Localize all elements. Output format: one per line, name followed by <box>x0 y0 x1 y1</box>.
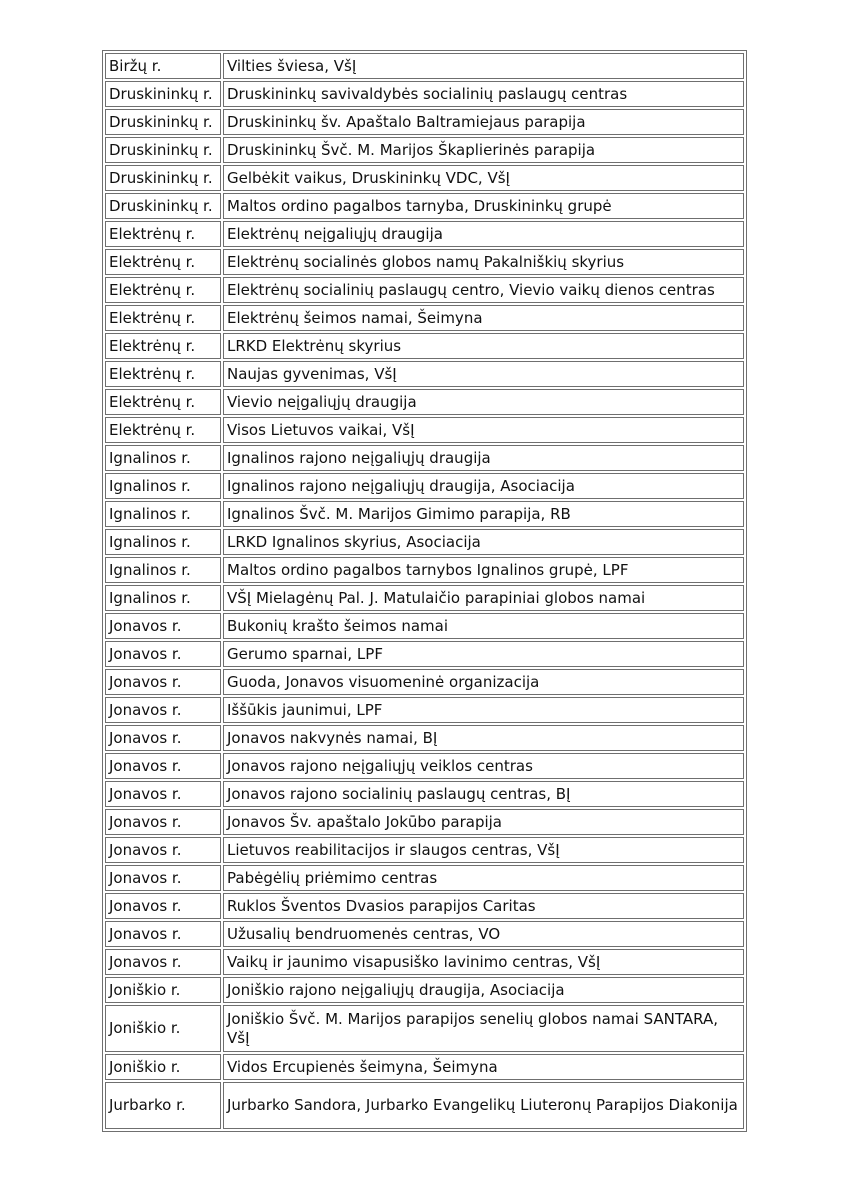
district-cell: Elektrėnų r. <box>105 305 221 331</box>
district-cell: Jonavos r. <box>105 669 221 695</box>
organization-cell: VŠĮ Mielagėnų Pal. J. Matulaičio parapiniai globos namai <box>223 585 744 611</box>
table-row <box>105 669 744 695</box>
district-cell: Elektrėnų r. <box>105 333 221 359</box>
organization-cell: Pabėgėlių priėmimo centras <box>223 865 744 891</box>
district-cell: Druskininkų r. <box>105 165 221 191</box>
organization-cell: Ignalinos rajono neįgaliųjų draugija <box>223 445 744 471</box>
table-row <box>105 753 744 779</box>
table-row <box>105 109 744 135</box>
organization-cell: LRKD Elektrėnų skyrius <box>223 333 744 359</box>
table-row <box>105 865 744 891</box>
organization-cell: Vievio neįgaliųjų draugija <box>223 389 744 415</box>
table-row <box>105 473 744 499</box>
table-row <box>105 809 744 835</box>
organizations-table <box>102 50 747 1132</box>
district-cell: Joniškio r. <box>105 1054 221 1080</box>
organization-cell: Vidos Ercupienės šeimyna, Šeimyna <box>223 1054 744 1080</box>
district-cell: Jonavos r. <box>105 837 221 863</box>
table-row <box>105 585 744 611</box>
table-row <box>105 417 744 443</box>
organization-cell: Ignalinos Švč. M. Marijos Gimimo parapija, RB <box>223 501 744 527</box>
organization-cell: Joniškio rajono neįgaliųjų draugija, Asociacija <box>223 977 744 1003</box>
table-row <box>105 1005 744 1052</box>
table-row <box>105 193 744 219</box>
district-cell: Elektrėnų r. <box>105 389 221 415</box>
district-cell: Jonavos r. <box>105 725 221 751</box>
table-row <box>105 949 744 975</box>
district-cell: Elektrėnų r. <box>105 249 221 275</box>
organization-cell: LRKD Ignalinos skyrius, Asociacija <box>223 529 744 555</box>
district-cell: Jonavos r. <box>105 641 221 667</box>
district-cell: Elektrėnų r. <box>105 417 221 443</box>
district-cell: Jurbarko r. <box>105 1082 221 1129</box>
organization-cell: Užusalių bendruomenės centras, VO <box>223 921 744 947</box>
organization-cell: Elektrėnų socialinių paslaugų centro, Vievio vaikų dienos centras <box>223 277 744 303</box>
table-row <box>105 529 744 555</box>
organization-cell: Elektrėnų neįgaliųjų draugija <box>223 221 744 247</box>
district-cell: Ignalinos r. <box>105 557 221 583</box>
district-cell: Druskininkų r. <box>105 193 221 219</box>
table-row <box>105 1082 744 1129</box>
table-row <box>105 641 744 667</box>
table-row <box>105 53 744 79</box>
organization-cell: Lietuvos reabilitacijos ir slaugos centras, VšĮ <box>223 837 744 863</box>
table-row <box>105 333 744 359</box>
table-row <box>105 1054 744 1080</box>
organization-cell: Druskininkų šv. Apaštalo Baltramiejaus parapija <box>223 109 744 135</box>
table-row <box>105 445 744 471</box>
district-cell: Jonavos r. <box>105 697 221 723</box>
district-cell: Jonavos r. <box>105 865 221 891</box>
district-cell: Joniškio r. <box>105 977 221 1003</box>
organization-cell: Jonavos nakvynės namai, BĮ <box>223 725 744 751</box>
organization-cell: Joniškio Švč. M. Marijos parapijos senelių globos namai SANTARA, VšĮ <box>223 1005 744 1052</box>
table-row <box>105 613 744 639</box>
organization-cell: Maltos ordino pagalbos tarnyba, Druskininkų grupė <box>223 193 744 219</box>
table-row <box>105 361 744 387</box>
table-row <box>105 557 744 583</box>
table-row <box>105 501 744 527</box>
organization-cell: Elektrėnų socialinės globos namų Pakalniškių skyrius <box>223 249 744 275</box>
table-row <box>105 249 744 275</box>
table-row <box>105 165 744 191</box>
district-cell: Elektrėnų r. <box>105 277 221 303</box>
district-cell: Ignalinos r. <box>105 585 221 611</box>
table-row <box>105 781 744 807</box>
organization-cell: Elektrėnų šeimos namai, Šeimyna <box>223 305 744 331</box>
district-cell: Biržų r. <box>105 53 221 79</box>
organization-cell: Guoda, Jonavos visuomeninė organizacija <box>223 669 744 695</box>
district-cell: Jonavos r. <box>105 613 221 639</box>
district-cell: Jonavos r. <box>105 809 221 835</box>
table-body <box>105 53 744 1129</box>
district-cell: Ignalinos r. <box>105 445 221 471</box>
district-cell: Jonavos r. <box>105 781 221 807</box>
district-cell: Jonavos r. <box>105 949 221 975</box>
district-cell: Jonavos r. <box>105 893 221 919</box>
table-row <box>105 697 744 723</box>
organization-cell: Jonavos rajono neįgaliųjų veiklos centras <box>223 753 744 779</box>
district-cell: Joniškio r. <box>105 1005 221 1052</box>
organization-cell: Jonavos rajono socialinių paslaugų centras, BĮ <box>223 781 744 807</box>
organization-cell: Bukonių krašto šeimos namai <box>223 613 744 639</box>
organization-cell: Jonavos Šv. apaštalo Jokūbo parapija <box>223 809 744 835</box>
organization-cell: Gerumo sparnai, LPF <box>223 641 744 667</box>
district-cell: Druskininkų r. <box>105 137 221 163</box>
organization-cell: Ignalinos rajono neįgaliųjų draugija, Asociacija <box>223 473 744 499</box>
district-cell: Ignalinos r. <box>105 501 221 527</box>
table-row <box>105 277 744 303</box>
table-row <box>105 221 744 247</box>
district-cell: Ignalinos r. <box>105 473 221 499</box>
organization-cell: Maltos ordino pagalbos tarnybos Ignalinos grupė, LPF <box>223 557 744 583</box>
table-row <box>105 837 744 863</box>
district-cell: Jonavos r. <box>105 921 221 947</box>
district-cell: Jonavos r. <box>105 753 221 779</box>
district-cell: Elektrėnų r. <box>105 221 221 247</box>
organization-cell: Iššūkis jaunimui, LPF <box>223 697 744 723</box>
table-row <box>105 725 744 751</box>
organization-cell: Druskininkų savivaldybės socialinių paslaugų centras <box>223 81 744 107</box>
table-row <box>105 921 744 947</box>
table-row <box>105 137 744 163</box>
district-cell: Ignalinos r. <box>105 529 221 555</box>
table-row <box>105 893 744 919</box>
district-cell: Elektrėnų r. <box>105 361 221 387</box>
table-row <box>105 81 744 107</box>
organization-cell: Ruklos Šventos Dvasios parapijos Caritas <box>223 893 744 919</box>
table-row <box>105 389 744 415</box>
organization-cell: Naujas gyvenimas, VšĮ <box>223 361 744 387</box>
organization-cell: Vaikų ir jaunimo visapusiško lavinimo centras, VšĮ <box>223 949 744 975</box>
table-row <box>105 977 744 1003</box>
organization-cell: Gelbėkit vaikus, Druskininkų VDC, VšĮ <box>223 165 744 191</box>
organization-cell: Druskininkų Švč. M. Marijos Škaplierinės parapija <box>223 137 744 163</box>
district-cell: Druskininkų r. <box>105 109 221 135</box>
district-cell: Druskininkų r. <box>105 81 221 107</box>
organization-cell: Jurbarko Sandora, Jurbarko Evangelikų Liuteronų Parapijos Diakonija <box>223 1082 744 1129</box>
organization-cell: Vilties šviesa, VšĮ <box>223 53 744 79</box>
organization-cell: Visos Lietuvos vaikai, VšĮ <box>223 417 744 443</box>
table-row <box>105 305 744 331</box>
